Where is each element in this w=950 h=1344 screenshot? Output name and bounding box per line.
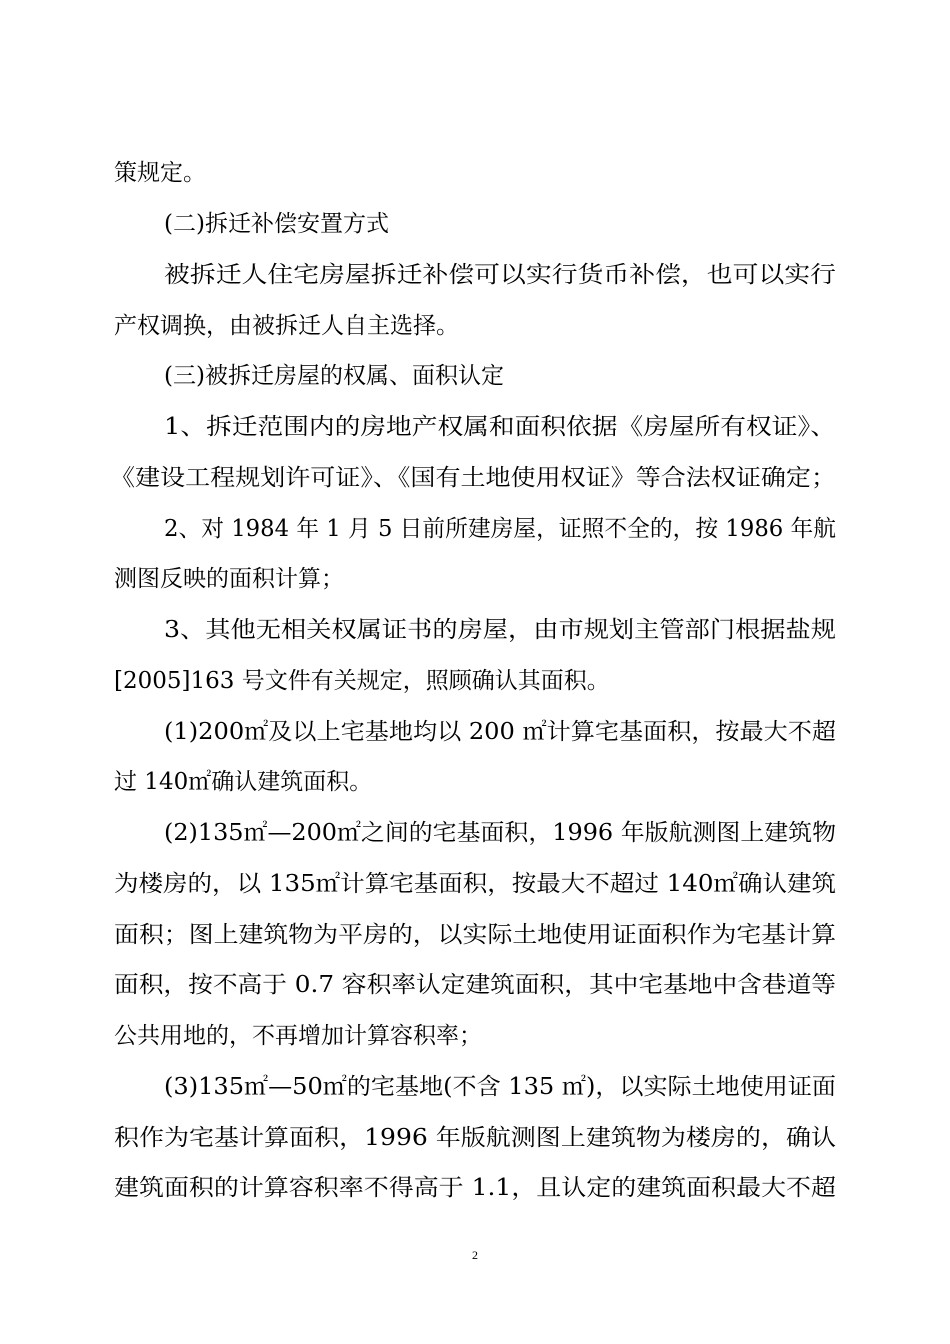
text-line xyxy=(0,1067,950,1107)
section-heading xyxy=(0,356,950,396)
line-text: (1)200㎡及以上宅基地均以 200 ㎡计算宅基面积，按最大不超 xyxy=(164,719,836,745)
line-text: (3)135㎡—50㎡的宅基地(不含 135 ㎡)，以实际土地使用证面 xyxy=(164,1074,836,1100)
line-text: 《建设工程规划许可证》、《国有土地使用权证》等合法权证确定； xyxy=(110,465,836,491)
text-line xyxy=(0,306,950,346)
section-heading xyxy=(0,204,950,244)
line-text: 面积，按不高于 0.7 容积率认定建筑面积，其中宅基地中含巷道等 xyxy=(114,972,836,998)
line-text: 1、拆迁范围内的房地产权属和面积依据《房屋所有权证》、 xyxy=(164,414,836,440)
line-text: 面积；图上建筑物为平房的，以实际土地使用证面积作为宅基计算 xyxy=(114,922,836,948)
line-text: 为楼房的，以 135㎡计算宅基面积，按最大不超过 140㎡确认建筑 xyxy=(114,871,836,897)
page-number: 2 xyxy=(472,1248,478,1262)
text-line xyxy=(0,255,950,295)
line-text: 被拆迁人住宅房屋拆迁补偿可以实行货币补偿，也可以实行 xyxy=(164,262,836,288)
line-text: 积作为宅基计算面积，1996 年版航测图上建筑物为楼房的，确认 xyxy=(114,1125,836,1151)
text-line xyxy=(0,559,950,599)
text-line xyxy=(0,458,950,498)
text-line xyxy=(0,864,950,904)
text-line xyxy=(0,661,950,701)
line-text: (三)被拆迁房屋的权属、面积认定 xyxy=(164,363,504,389)
text-line xyxy=(0,1016,950,1056)
line-text: 产权调换，由被拆迁人自主选择。 xyxy=(114,313,459,339)
line-text: (2)135㎡—200㎡之间的宅基面积，1996 年版航测图上建筑物 xyxy=(164,820,836,846)
text-line xyxy=(0,965,950,1005)
text-line xyxy=(0,915,950,955)
text-line xyxy=(0,813,950,853)
line-text: 测图反映的面积计算； xyxy=(114,566,344,592)
text-line xyxy=(0,509,950,549)
line-text: [2005]163 号文件有关规定，照顾确认其面积。 xyxy=(114,668,610,694)
text-line xyxy=(0,762,950,802)
text-line xyxy=(0,1168,950,1208)
text-line xyxy=(0,712,950,752)
line-text: 2、对 1984 年 1 月 5 日前所建房屋，证照不全的，按 1986 年航 xyxy=(164,516,836,542)
line-text: 建筑面积的计算容积率不得高于 1.1，且认定的建筑面积最大不超 xyxy=(114,1175,836,1201)
text-line xyxy=(0,1118,950,1158)
line-text: 3、其他无相关权属证书的房屋，由市规划主管部门根据盐规 xyxy=(164,617,836,643)
line-text: 过 140㎡确认建筑面积。 xyxy=(114,769,373,795)
line-text: (二)拆迁补偿安置方式 xyxy=(164,211,389,237)
line-text: 公共用地的，不再增加计算容积率； xyxy=(114,1023,482,1049)
line-text: 策规定。 xyxy=(114,160,206,186)
text-line xyxy=(0,610,950,650)
text-line xyxy=(0,407,950,447)
text-line xyxy=(0,153,950,193)
